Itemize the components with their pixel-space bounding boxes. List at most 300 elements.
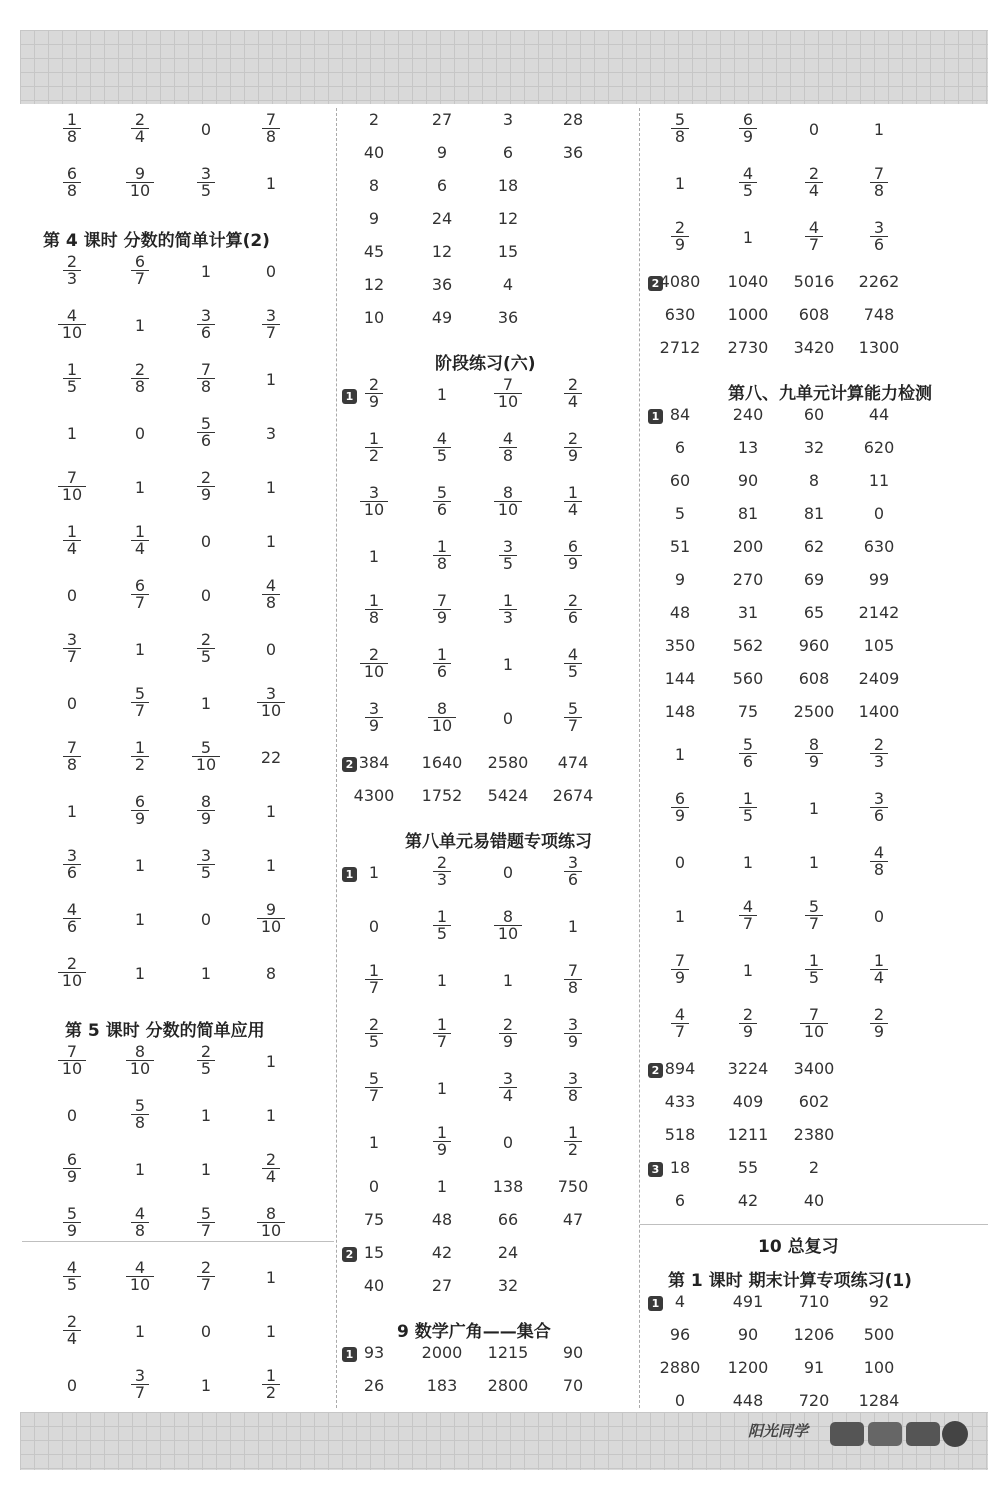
answer-cell [416,909,468,942]
answer-cell: 3400 [793,1059,835,1078]
fraction [197,416,215,449]
fraction [58,470,86,503]
answer-cell: 60 [669,471,691,490]
answer-cell [114,740,166,773]
answer-cell [547,593,599,626]
fraction [671,791,689,824]
fraction [499,539,517,572]
answer-cell [722,899,774,932]
answer-cell: 350 [664,636,696,655]
fraction-numerator: 4 [66,1258,78,1277]
top-pattern-band [20,30,988,104]
answer-cell [547,377,599,410]
fraction [63,632,81,665]
answer-cell: 1 [368,863,380,882]
answer-cell [245,1206,297,1239]
answer-cell: 91 [803,1358,825,1377]
fraction-numerator: 3 [265,306,277,325]
fraction-denominator: 9 [433,609,451,626]
fraction [870,166,888,199]
answer-cell [482,1017,534,1050]
answer-cell [547,1071,599,1104]
answer-cell [788,166,840,199]
answer-cell: 200 [732,537,764,556]
answer-cell: 1 [66,424,78,443]
fraction-denominator: 9 [197,486,215,503]
answer-cell: 2730 [727,338,769,357]
fraction-denominator: 7 [197,1276,215,1293]
fraction-denominator: 9 [564,447,582,464]
fraction-denominator: 10 [58,486,86,503]
fraction [494,377,522,410]
fraction-denominator: 8 [564,979,582,996]
fraction [433,485,451,518]
section-heading: 9 数学广角——集合 [397,1322,551,1342]
fraction-denominator: 3 [433,871,451,888]
fraction-denominator: 6 [197,324,215,341]
fraction [197,1044,215,1077]
fraction-numerator: 3 [567,1015,579,1034]
answer-cell: 1 [265,802,277,821]
fraction-numerator: 7 [66,1042,78,1061]
fraction [197,362,215,395]
fraction-numerator: 2 [66,252,78,271]
fraction [499,1017,517,1050]
fraction-numerator: 2 [873,1005,885,1024]
answer-cell: 2380 [793,1125,835,1144]
answer-cell [547,647,599,680]
fraction-numerator: 7 [502,375,514,394]
fraction [360,485,388,518]
answer-cell: 148 [664,702,696,721]
answer-cell: 0 [873,907,885,926]
fraction-numerator: 2 [567,591,579,610]
answer-cell: 0 [66,1376,78,1395]
answer-cell [482,1071,534,1104]
answer-cell: 1752 [421,786,463,805]
fraction-denominator: 8 [131,1114,149,1131]
answer-cell: 32 [497,1276,519,1295]
answer-cell: 15 [497,242,519,261]
answer-cell: 0 [66,694,78,713]
fraction-numerator: 7 [66,468,78,487]
fraction-denominator: 8 [671,128,689,145]
fraction [131,1368,149,1401]
fraction-denominator: 7 [262,324,280,341]
answer-cell: 894 [664,1059,696,1078]
fraction-denominator: 9 [499,1033,517,1050]
answer-cell [788,737,840,770]
answer-cell [416,539,468,572]
fraction-numerator: 6 [567,537,579,556]
fraction-numerator: 7 [436,591,448,610]
answer-cell [348,1071,400,1104]
fraction [131,1098,149,1131]
answer-cell [788,899,840,932]
answer-cell: 2800 [487,1376,529,1395]
fraction-denominator: 9 [671,236,689,253]
fraction-denominator: 7 [131,270,149,287]
answer-cell: 1 [265,1322,277,1341]
answer-cell [416,855,468,888]
fraction-denominator: 5 [197,1060,215,1077]
answer-cell: 630 [863,537,895,556]
fraction [63,524,81,557]
answer-cell [547,963,599,996]
fraction-numerator: 6 [66,1150,78,1169]
fraction-numerator: 7 [567,961,579,980]
answer-cell: 1 [368,547,380,566]
answer-cell [482,593,534,626]
fraction [131,740,149,773]
fraction-denominator: 7 [805,236,823,253]
fraction [564,1017,582,1050]
answer-cell: 1 [200,964,212,983]
answer-cell [46,956,98,989]
fraction-numerator: 1 [436,645,448,664]
section-heading: 第八、九单元计算能力检测 [728,384,932,404]
fraction-denominator: 6 [63,918,81,935]
answer-cell [46,902,98,935]
answer-cell: 720 [798,1391,830,1410]
answer-cell [348,1017,400,1050]
fraction-numerator: 2 [134,360,146,379]
fraction [63,902,81,935]
fraction-denominator: 7 [671,1023,689,1040]
answer-cell: 5016 [793,272,835,291]
answer-cell: 40 [363,143,385,162]
answer-cell: 18 [669,1158,691,1177]
fraction-numerator: 6 [134,576,146,595]
answer-cell: 1 [200,694,212,713]
answer-cell [46,632,98,665]
fraction [870,953,888,986]
section-heading: 10 总复习 [758,1237,839,1257]
fraction-numerator: 5 [200,1204,212,1223]
fraction-denominator: 6 [870,236,888,253]
question-number-badge: 1 [648,409,663,424]
fraction [433,539,451,572]
fraction [499,431,517,464]
fraction-numerator: 1 [436,1123,448,1142]
answer-cell: 75 [737,702,759,721]
answer-cell: 42 [737,1191,759,1210]
answer-cell: 12 [363,275,385,294]
answer-cell [853,737,905,770]
answer-cell: 1 [265,856,277,875]
fraction-denominator: 8 [63,128,81,145]
fraction-denominator: 10 [494,393,522,410]
fraction [671,1007,689,1040]
answer-cell: 1300 [858,338,900,357]
fraction [433,909,451,942]
answer-cell: 2674 [552,786,594,805]
fraction [63,166,81,199]
fraction-numerator: 5 [134,684,146,703]
answer-cell [482,485,534,518]
rule-left [22,1241,334,1242]
fraction-denominator: 6 [564,609,582,626]
answer-cell: 65 [803,603,825,622]
fraction-denominator: 10 [58,1060,86,1077]
answer-cell: 5424 [487,786,529,805]
fraction-denominator: 4 [499,1087,517,1104]
answer-cell: 1 [200,1160,212,1179]
fraction-denominator: 5 [63,378,81,395]
fraction-numerator: 4 [66,306,78,325]
fraction [564,855,582,888]
answer-cell [416,593,468,626]
answer-cell: 2142 [858,603,900,622]
fraction-numerator: 7 [66,738,78,757]
answer-cell [180,1044,232,1077]
answer-cell [547,539,599,572]
answer-cell: 1 [436,971,448,990]
fraction-denominator: 7 [433,1033,451,1050]
answer-cell [114,578,166,611]
fraction-numerator: 1 [134,738,146,757]
column-divider-1 [336,108,337,1408]
answer-cell [416,701,468,734]
answer-cell: 18 [497,176,519,195]
fraction-numerator: 3 [134,1366,146,1385]
answer-cell [245,902,297,935]
fraction [870,1007,888,1040]
fraction-numerator: 2 [200,630,212,649]
answer-cell: 31 [737,603,759,622]
fraction-numerator: 2 [502,1015,514,1034]
answer-cell: 0 [200,586,212,605]
answer-cell [416,1017,468,1050]
fraction [197,848,215,881]
answer-cell: 12 [431,242,453,261]
fraction [257,902,285,935]
answer-cell: 710 [798,1292,830,1311]
fraction-numerator: 3 [567,1069,579,1088]
fraction-denominator: 6 [739,753,757,770]
answer-cell [348,431,400,464]
answer-cell [722,1007,774,1040]
fraction-denominator: 9 [197,810,215,827]
fraction-denominator: 4 [63,540,81,557]
answer-cell: 409 [732,1092,764,1111]
answer-cell [245,686,297,719]
answer-cell: 1 [368,1133,380,1152]
fraction [262,112,280,145]
fraction [58,308,86,341]
answer-cell: 750 [557,1177,589,1196]
fraction-denominator: 9 [671,969,689,986]
answer-cell [482,909,534,942]
answer-cell [722,112,774,145]
question-number-badge: 2 [648,276,663,291]
answer-cell [180,794,232,827]
fraction-numerator: 3 [66,630,78,649]
answer-cell [416,1125,468,1158]
fraction-denominator: 6 [564,871,582,888]
fraction-denominator: 5 [805,969,823,986]
section-heading: 第 4 课时 分数的简单计算(2) [43,231,270,251]
fraction [739,112,757,145]
fraction [433,1125,451,1158]
answer-cell: 1 [436,1079,448,1098]
answer-cell: 1 [436,1177,448,1196]
fraction-denominator: 4 [63,1330,81,1347]
fraction [63,848,81,881]
fraction-denominator: 8 [262,128,280,145]
answer-cell [46,1206,98,1239]
fraction [365,1017,383,1050]
answer-cell [547,855,599,888]
fraction-numerator: 9 [134,164,146,183]
answer-cell: 84 [669,405,691,424]
fraction [433,855,451,888]
answer-cell: 92 [868,1292,890,1311]
fraction-denominator: 10 [257,918,285,935]
fraction-denominator: 10 [360,501,388,518]
fraction-denominator: 9 [739,128,757,145]
answer-cell [180,632,232,665]
fraction [564,431,582,464]
fraction-numerator: 2 [200,468,212,487]
answer-cell: 47 [562,1210,584,1229]
fraction [805,899,823,932]
fraction-denominator: 8 [870,182,888,199]
answer-cell: 2712 [659,338,701,357]
answer-cell: 1640 [421,753,463,772]
fraction-denominator: 3 [499,609,517,626]
answer-cell: 138 [492,1177,524,1196]
section-heading: 阶段练习(六) [435,354,536,374]
fraction-numerator: 1 [66,522,78,541]
fraction-denominator: 6 [197,432,215,449]
fraction-denominator: 7 [739,915,757,932]
fraction [197,632,215,665]
answer-cell: 36 [431,275,453,294]
fraction [197,794,215,827]
answer-cell: 1040 [727,272,769,291]
brand-logo-icon [830,1418,970,1450]
answer-cell: 4 [502,275,514,294]
answer-cell: 562 [732,636,764,655]
fraction-denominator: 8 [131,378,149,395]
answer-cell: 1 [200,262,212,281]
answer-cell [416,647,468,680]
fraction-numerator: 3 [200,306,212,325]
fraction-denominator: 8 [365,609,383,626]
fraction-numerator: 1 [436,537,448,556]
answer-cell [853,845,905,878]
answer-cell: 48 [669,603,691,622]
answer-cell [853,220,905,253]
answer-cell: 42 [431,1243,453,1262]
answer-cell: 75 [363,1210,385,1229]
fraction-denominator: 5 [564,663,582,680]
fraction [262,1368,280,1401]
fraction-numerator: 5 [134,1096,146,1115]
fraction-numerator: 2 [134,110,146,129]
answer-cell [46,308,98,341]
answer-cell [46,1260,98,1293]
fraction-numerator: 1 [567,483,579,502]
answer-cell: 0 [200,120,212,139]
fraction-denominator: 5 [433,925,451,942]
answer-cell [416,485,468,518]
fraction-denominator: 7 [365,1087,383,1104]
fraction-numerator: 3 [200,846,212,865]
answer-cell: 93 [363,1343,385,1362]
answer-cell: 40 [363,1276,385,1295]
fraction-numerator: 4 [742,897,754,916]
answer-cell: 144 [664,669,696,688]
fraction [63,112,81,145]
answer-cell: 1 [674,174,686,193]
answer-cell: 0 [873,504,885,523]
answer-cell: 0 [674,853,686,872]
answer-cell: 608 [798,669,830,688]
answer-cell [114,524,166,557]
answer-cell: 602 [798,1092,830,1111]
fraction-denominator: 8 [870,861,888,878]
answer-cell: 433 [664,1092,696,1111]
section-heading: 第 1 课时 期末计算专项练习(1) [668,1271,912,1291]
fraction-numerator: 2 [567,375,579,394]
answer-cell [654,953,706,986]
answer-cell: 0 [674,1391,686,1410]
fraction-denominator: 2 [564,1141,582,1158]
fraction-numerator: 2 [265,1150,277,1169]
fraction-denominator: 2 [262,1384,280,1401]
answer-cell: 2262 [858,272,900,291]
fraction [365,377,383,410]
fraction-denominator: 9 [131,810,149,827]
fraction [365,1071,383,1104]
fraction-numerator: 4 [674,1005,686,1024]
fraction-numerator: 8 [808,735,820,754]
answer-cell: 1 [200,1376,212,1395]
question-number-badge: 1 [342,1347,357,1362]
fraction-denominator: 10 [126,1276,154,1293]
answer-cell: 24 [497,1243,519,1262]
answer-cell: 1 [674,745,686,764]
fraction [870,737,888,770]
answer-cell: 1 [502,971,514,990]
fraction-denominator: 6 [433,663,451,680]
fraction-denominator: 9 [63,1168,81,1185]
answer-cell: 27 [431,110,453,129]
fraction [739,737,757,770]
fraction-denominator: 10 [192,756,220,773]
fraction-denominator: 7 [63,648,81,665]
answer-cell: 81 [803,504,825,523]
answer-cell: 0 [134,424,146,443]
answer-cell: 55 [737,1158,759,1177]
fraction [365,701,383,734]
fraction [262,308,280,341]
fraction-numerator: 2 [808,164,820,183]
fraction-numerator: 5 [368,1069,380,1088]
answer-cell [348,963,400,996]
question-number-badge: 2 [648,1063,663,1078]
fraction-denominator: 10 [257,1222,285,1239]
question-number-badge: 2 [342,1247,357,1262]
fraction-numerator: 1 [66,360,78,379]
answer-cell: 1 [265,478,277,497]
fraction-numerator: 4 [873,843,885,862]
fraction-denominator: 9 [365,393,383,410]
fraction [564,1125,582,1158]
answer-cell: 1000 [727,305,769,324]
